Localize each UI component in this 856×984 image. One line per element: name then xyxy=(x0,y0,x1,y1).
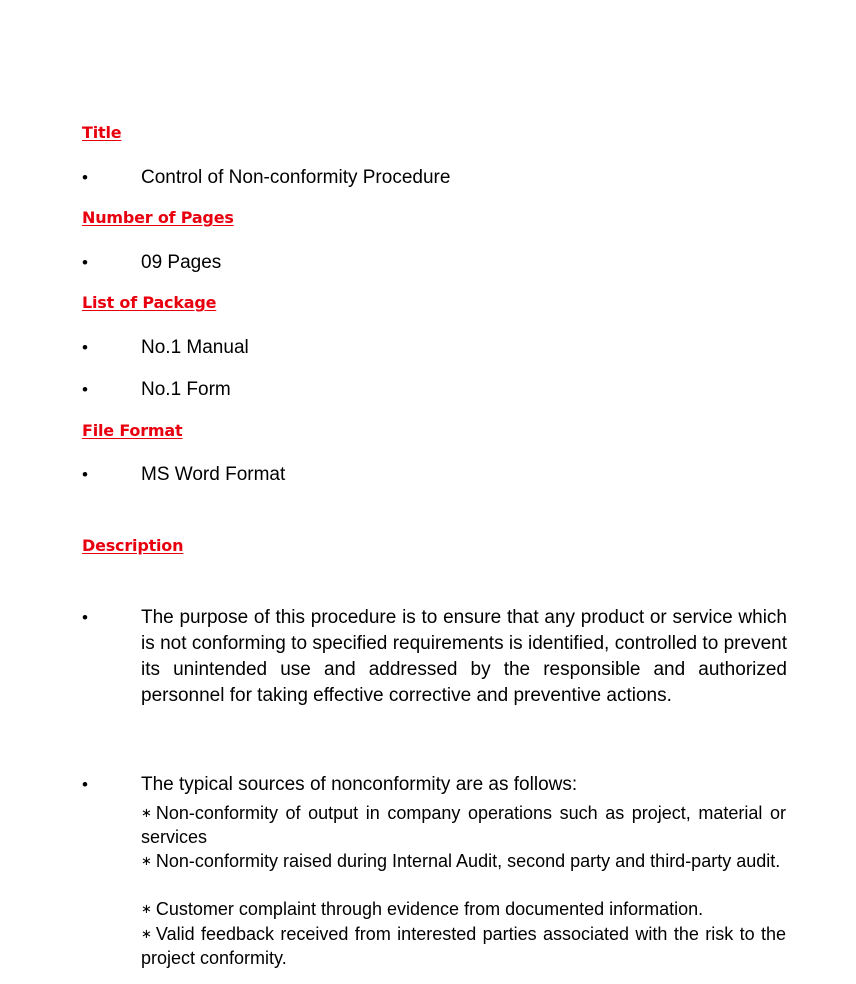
bullet-icon: • xyxy=(82,380,88,399)
bullet-icon: • xyxy=(82,253,88,272)
asterisk-icon: ∗ xyxy=(141,901,152,916)
source-item-text: Non-conformity raised during Internal Audit, second party and third-party audit. xyxy=(155,851,781,871)
source-item xyxy=(141,923,786,970)
bullet-icon: • xyxy=(82,338,88,357)
format-heading: File Format xyxy=(82,421,183,440)
description-paragraph: The purpose of this procedure is to ensure that any product or service which is not conforming to specified requirements is identified, controlled to prevent its unintended use and addressed by the responsible and authorized personnel for taking effective corrective and preventive actions. xyxy=(141,607,787,706)
pages-value: 09 Pages xyxy=(141,252,222,273)
source-item xyxy=(141,898,786,922)
source-item-text: Customer complaint through evidence from documented information. xyxy=(155,899,704,919)
sources-intro: The typical sources of nonconformity are as follows: xyxy=(141,774,578,795)
asterisk-icon: ∗ xyxy=(141,926,152,941)
asterisk-icon: ∗ xyxy=(141,805,152,820)
format-value: MS Word Format xyxy=(141,464,286,485)
title-value: Control of Non-conformity Procedure xyxy=(141,167,451,188)
bullet-icon: • xyxy=(82,775,88,794)
bullet-icon: • xyxy=(82,465,88,484)
source-item-text: Non-conformity of output in company operations such as project, material or services xyxy=(141,803,786,847)
source-item-text: Valid feedback received from interested parties associated with the risk to the project conformity. xyxy=(141,924,786,968)
bullet-icon: • xyxy=(82,608,88,627)
title-heading: Title xyxy=(82,123,122,142)
package-heading: List of Package xyxy=(82,293,217,312)
source-item xyxy=(141,850,786,874)
description-bullet xyxy=(82,605,787,740)
description-heading: Description xyxy=(82,536,184,555)
pages-heading: Number of Pages xyxy=(82,208,234,227)
bullet-icon: • xyxy=(82,168,88,187)
asterisk-icon: ∗ xyxy=(141,853,152,868)
source-item xyxy=(141,802,786,849)
package-item-label: No.1 Manual xyxy=(141,337,249,358)
package-item-label: No.1 Form xyxy=(141,379,231,400)
